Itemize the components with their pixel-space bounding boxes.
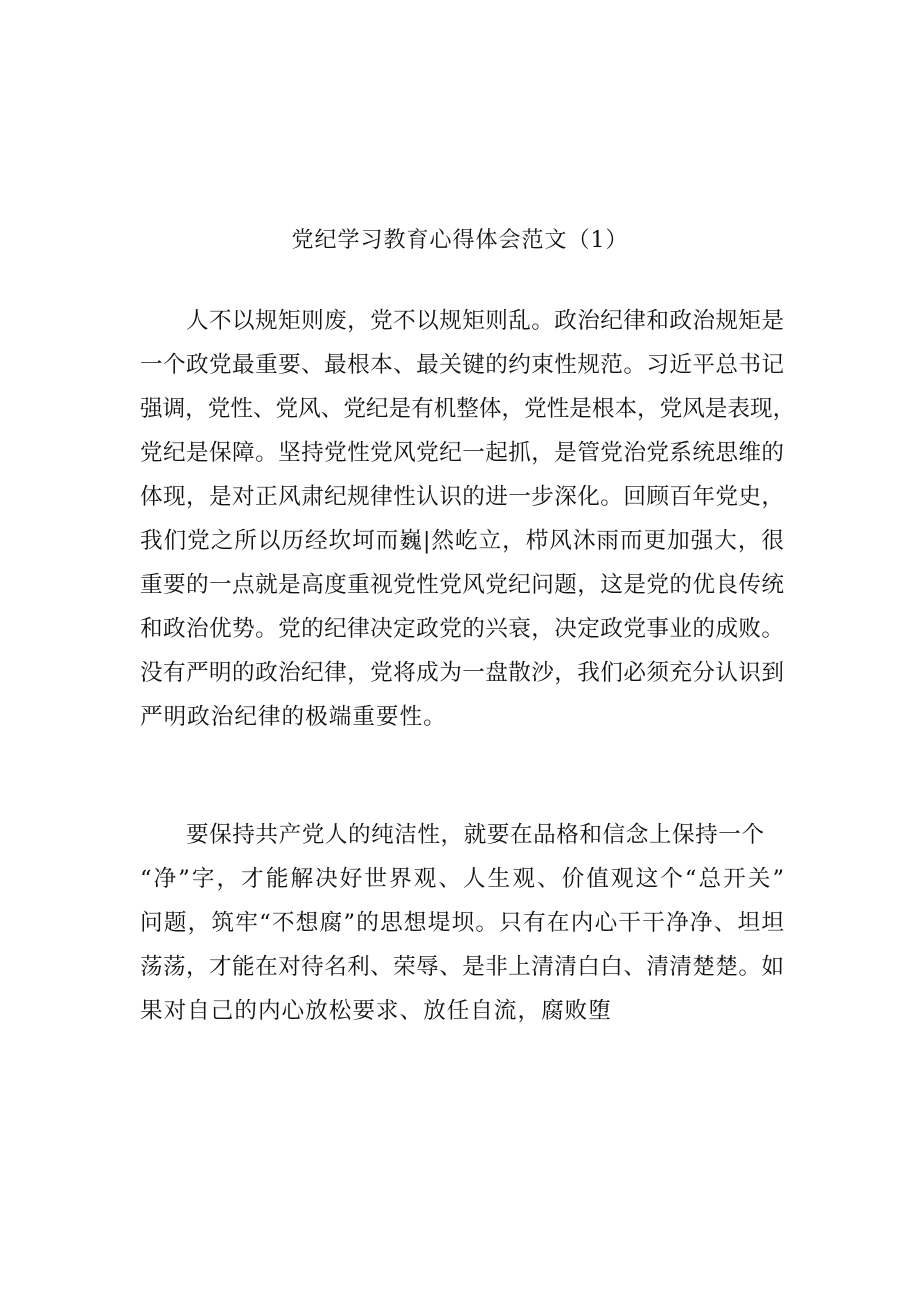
paragraph-line: 人不以规矩则废，党不以规矩则乱。政治纪律和政治规矩是 [186, 308, 784, 334]
paragraph-line: 问题，筑牢“不想腐”的思想堤坝。只有在内心干干净净、坦坦 [140, 910, 784, 936]
paragraph-line: 强调，党性、党风、党纪是有机整体，党性是根本，党风是表现， [140, 396, 796, 422]
paragraph-line: 果对自己的内心放松要求、放任自流，腐败堕 [140, 998, 612, 1024]
paragraph-line: 没有严明的政治纪律，党将成为一盘散沙，我们必须充分认识到 [140, 660, 784, 686]
paragraph-line: 要保持共产党人的纯洁性，就要在品格和信念上保持一个 [186, 822, 764, 848]
paragraph-line: “净”字，才能解决好世界观、人生观、价值观这个“总开关” [140, 866, 784, 892]
paragraph-line: 严明政治纪律的极端重要性。 [140, 704, 447, 730]
paragraph-line: 荡荡，才能在对待名利、荣辱、是非上清清白白、清清楚楚。如 [140, 954, 784, 980]
paragraph-line: 我们党之所以历经坎坷而巍|然屹立，栉风沐雨而更加强大，很 [140, 528, 784, 554]
paragraph-line: 党纪是保障。坚持党性党风党纪一起抓，是管党治党系统思维的 [140, 440, 784, 466]
paragraph-line: 和政治优势。党的纪律决定政党的兴衰，决定政党事业的成败。 [140, 616, 784, 642]
paragraph-line: 体现，是对正风肃纪规律性认识的进一步深化。回顾百年党史， [140, 484, 784, 510]
paragraph-line: 重要的一点就是高度重视党性党风党纪问题，这是党的优良传统 [140, 572, 784, 598]
document-title: 党纪学习教育心得体会范文（1） [291, 228, 629, 253]
paragraph-line: 一个政党最重要、最根本、最关键的约束性规范。习近平总书记 [140, 352, 784, 378]
